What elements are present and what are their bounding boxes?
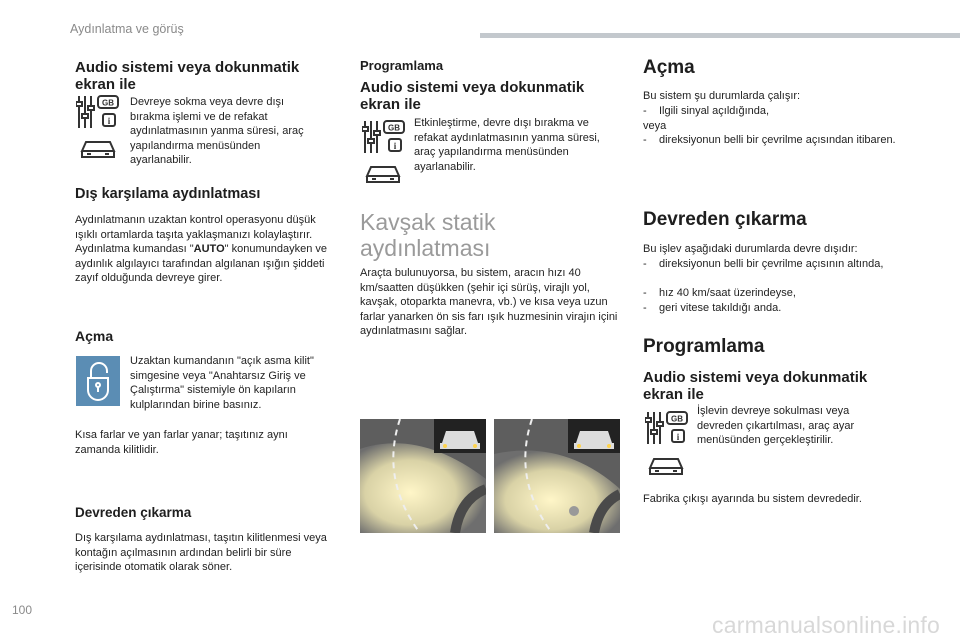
settings-icon: [362, 119, 410, 162]
svg-text:GB: GB: [388, 123, 400, 133]
watermark: carmanualsonline.info: [712, 612, 940, 638]
svg-text:i: i: [393, 141, 397, 151]
on-text2-col1: Kısa farlar ve yan farlar yanar; taşıtınız aynı zamanda kilitlidir.: [75, 429, 288, 456]
page-header: [0, 0, 960, 40]
audio-heading-col2: Audio sistemi veya dokunmatik ekran ile: [360, 79, 585, 113]
programming-label: Programlama: [360, 58, 444, 73]
header-divider: [480, 33, 960, 38]
off-heading-col1: Devreden çıkarma: [75, 505, 192, 520]
on-intro: Bu sistem şu durumlarda çalışır:: [643, 90, 801, 102]
on-text-col1: Uzaktan kumandanın "açık asma kilit" simgesine veya "Anahtarsız Giriş ve Çalıştırma" sistemiyle ön kapıların kulplarından birine basınız.: [130, 355, 314, 411]
factory-text: Fabrika çıkışı ayarında bu sistem devrededir.: [643, 493, 862, 505]
programming-heading-col3: Programlama: [643, 336, 765, 357]
audio-text-col1: Devreye sokma veya devre dışı bırakma işlemi ve de refakat aydınlatmasının yanma süresi, araç yapılandırma menüsünden ayarlanabilir.: [130, 96, 304, 166]
section-title: Aydınlatma ve görüş: [70, 22, 184, 36]
car-icon: [80, 138, 116, 165]
audio-heading-col1: Audio sistemi veya dokunmatik ekran ile: [75, 59, 300, 93]
audio-text-col2: Etkinleştirme, devre dışı bırakma ve refakat aydınlatmasının yanma süresi, araç yapılandırma menüsünden ayarlanabilir.: [414, 117, 600, 173]
car-icon: [365, 163, 401, 190]
settings-icon: [76, 94, 124, 137]
audio-text-col3: İşlevin devreye sokulması veya devreden çıkartılması, araç ayar menüsünden gerçekleştirilir.: [697, 405, 855, 446]
on-or: veya: [643, 120, 667, 132]
cornering-title: Kavşak statik aydınlatması: [360, 209, 496, 261]
car-icon: [648, 455, 684, 482]
on-heading-col3: Açma: [643, 57, 695, 78]
svg-text:GB: GB: [102, 98, 114, 108]
svg-text:i: i: [107, 116, 111, 126]
audio-heading-col3: Audio sistemi veya dokunmatik ekran ile: [643, 369, 868, 403]
cornering-light-illustration-left: [360, 419, 486, 533]
cornering-text: Araçta bulunuyorsa, bu sistem, aracın hızı 40 km/saatten düşükken (şehir içi sürüş, virajlı yol, kavşak, otoparkta manevra, vb.) ve kısa veya uzun farlar yanarken ön sis farı ışık huzmesinin virajın içini aydınlatmasını sağlar.: [360, 267, 618, 337]
welcome-heading: Dış karşılama aydınlatması: [75, 186, 261, 202]
off-text-col1: Dış karşılama aydınlatması, taşıtın kilitlenmesi veya kontağın açılmasının ardından belirli bir süre içerisinde otomatik olarak söner.: [75, 532, 327, 573]
svg-text:GB: GB: [671, 414, 683, 424]
page-number: 100: [12, 603, 33, 617]
on-heading-col1: Açma: [75, 328, 114, 344]
off-intro: Bu işlev aşağıdaki durumlarda devre dışıdır:: [643, 243, 858, 255]
welcome-text: Aydınlatmanın uzaktan kontrol operasyonu düşük ışıklı ortamlarda taşıta yaklaşmanızı kolaylaştırır. Aydınlatma kumandası "AUTO" konumundayken ve aydınlık algılayıcı tarafından algılanan ışığın şiddeti zayıf olduğunda devreye girer.: [75, 214, 327, 284]
unlock-icon: [76, 356, 120, 406]
settings-icon: [645, 410, 693, 453]
svg-text:i: i: [676, 432, 680, 442]
off-heading-col3: Devreden çıkarma: [643, 209, 807, 230]
cornering-light-illustration-right: [494, 419, 620, 533]
